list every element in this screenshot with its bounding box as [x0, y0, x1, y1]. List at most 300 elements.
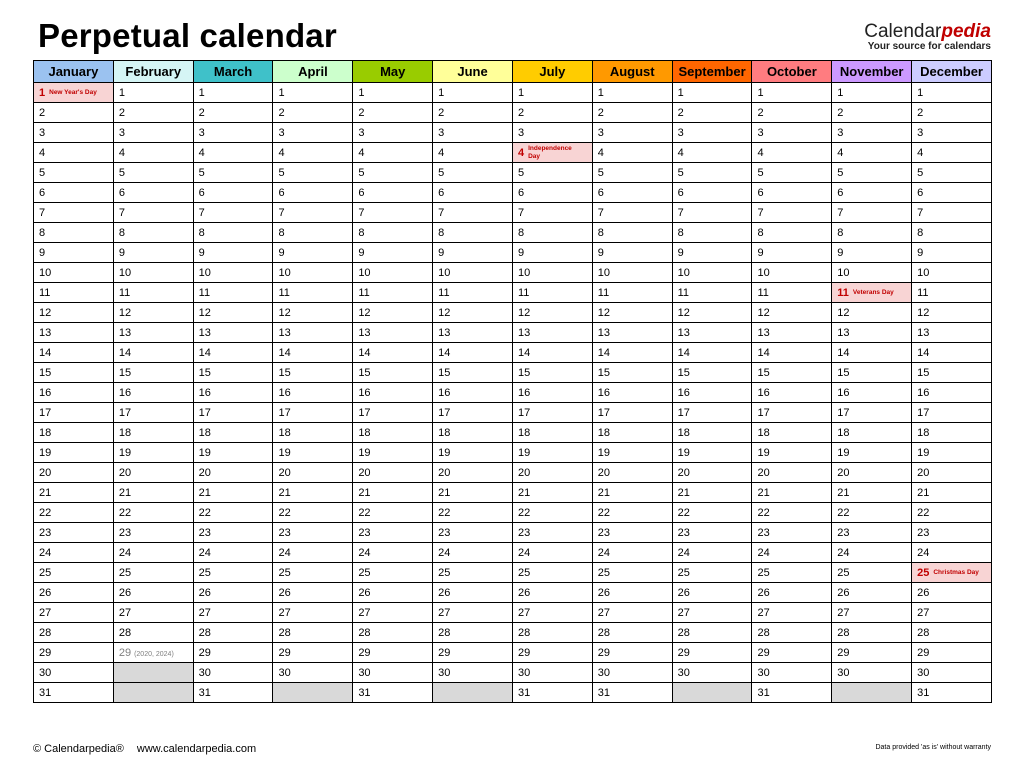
day-cell: 4 [273, 143, 353, 163]
day-cell: 16 [832, 383, 912, 403]
day-cell: 6 [353, 183, 433, 203]
holiday-cell [512, 143, 592, 163]
brand-name [864, 22, 991, 41]
day-cell: 3 [832, 123, 912, 143]
day-cell: 25 [34, 563, 114, 583]
day-cell: 28 [273, 623, 353, 643]
day-cell: 22 [832, 503, 912, 523]
month-header-april: April [273, 61, 353, 83]
day-cell: 8 [433, 223, 513, 243]
day-row-25 [34, 563, 992, 583]
day-cell: 28 [512, 623, 592, 643]
day-cell: 21 [592, 483, 672, 503]
day-cell: 22 [273, 503, 353, 523]
day-cell: 16 [433, 383, 513, 403]
day-cell: 28 [912, 623, 992, 643]
day-cell: 6 [34, 183, 114, 203]
day-cell: 5 [832, 163, 912, 183]
day-cell: 14 [912, 343, 992, 363]
day-cell: 14 [512, 343, 592, 363]
day-cell: 29 [672, 643, 752, 663]
day-cell: 24 [912, 543, 992, 563]
day-cell: 30 [273, 663, 353, 683]
day-cell: 20 [353, 463, 433, 483]
day-cell: 7 [752, 203, 832, 223]
day-cell: 30 [433, 663, 513, 683]
empty-cell [113, 663, 193, 683]
day-cell: 17 [273, 403, 353, 423]
day-cell: 2 [34, 103, 114, 123]
day-cell: 29 [832, 643, 912, 663]
day-cell: 30 [832, 663, 912, 683]
day-cell: 28 [672, 623, 752, 643]
day-cell: 25 [512, 563, 592, 583]
day-cell: 24 [832, 543, 912, 563]
day-cell: 12 [34, 303, 114, 323]
day-cell: 10 [512, 263, 592, 283]
day-cell: 22 [193, 503, 273, 523]
day-cell: 13 [512, 323, 592, 343]
day-cell: 3 [672, 123, 752, 143]
day-cell: 1 [113, 83, 193, 103]
day-cell: 24 [672, 543, 752, 563]
day-cell: 23 [273, 523, 353, 543]
brand-name-part2: pedia [941, 21, 991, 42]
day-cell: 17 [113, 403, 193, 423]
day-cell: 19 [512, 443, 592, 463]
day-cell: 3 [353, 123, 433, 143]
day-cell: 11 [433, 283, 513, 303]
day-cell: 7 [273, 203, 353, 223]
day-cell: 4 [672, 143, 752, 163]
day-cell: 29 [912, 643, 992, 663]
day-cell: 17 [193, 403, 273, 423]
calendar-table [33, 60, 992, 703]
day-cell: 31 [34, 683, 114, 703]
day-cell: 25 [672, 563, 752, 583]
day-cell: 10 [433, 263, 513, 283]
day-cell: 22 [353, 503, 433, 523]
day-cell: 26 [113, 583, 193, 603]
day-cell: 19 [752, 443, 832, 463]
day-row-30 [34, 663, 992, 683]
day-cell: 26 [672, 583, 752, 603]
day-row-4 [34, 143, 992, 163]
month-header-december: December [912, 61, 992, 83]
day-cell: 9 [752, 243, 832, 263]
day-cell: 11 [592, 283, 672, 303]
day-cell: 11 [34, 283, 114, 303]
day-cell: 9 [433, 243, 513, 263]
holiday-name: New Year's Day [49, 88, 97, 96]
day-cell: 4 [193, 143, 273, 163]
day-cell: 11 [113, 283, 193, 303]
empty-cell [113, 683, 193, 703]
day-cell: 26 [832, 583, 912, 603]
day-cell: 13 [912, 323, 992, 343]
brand-tagline: Your source for calendars [867, 41, 991, 52]
day-cell: 20 [433, 463, 513, 483]
month-header-february: February [113, 61, 193, 83]
holiday-name: Christmas Day [933, 568, 979, 576]
day-cell: 14 [832, 343, 912, 363]
day-cell: 9 [34, 243, 114, 263]
day-cell: 8 [912, 223, 992, 243]
day-cell: 23 [113, 523, 193, 543]
day-cell: 8 [273, 223, 353, 243]
day-cell: 7 [34, 203, 114, 223]
day-cell: 25 [433, 563, 513, 583]
day-cell: 26 [512, 583, 592, 603]
day-cell: 17 [752, 403, 832, 423]
day-cell: 5 [273, 163, 353, 183]
day-cell: 11 [752, 283, 832, 303]
day-cell: 2 [752, 103, 832, 123]
day-row-11 [34, 283, 992, 303]
day-cell: 22 [592, 503, 672, 523]
day-cell: 8 [113, 223, 193, 243]
day-row-3 [34, 123, 992, 143]
day-cell: 12 [433, 303, 513, 323]
day-cell: 10 [672, 263, 752, 283]
day-cell: 3 [752, 123, 832, 143]
day-cell: 19 [113, 443, 193, 463]
day-cell: 12 [752, 303, 832, 323]
day-cell: 24 [752, 543, 832, 563]
day-cell: 5 [912, 163, 992, 183]
day-cell: 7 [113, 203, 193, 223]
day-row-10 [34, 263, 992, 283]
day-cell: 12 [353, 303, 433, 323]
day-cell: 15 [672, 363, 752, 383]
day-cell: 29 [592, 643, 672, 663]
day-cell: 17 [433, 403, 513, 423]
day-row-2 [34, 103, 992, 123]
day-cell: 30 [672, 663, 752, 683]
day-cell: 15 [433, 363, 513, 383]
day-cell: 9 [912, 243, 992, 263]
day-cell: 20 [832, 463, 912, 483]
day-cell: 19 [34, 443, 114, 463]
day-row-17 [34, 403, 992, 423]
day-cell: 21 [353, 483, 433, 503]
day-cell: 26 [193, 583, 273, 603]
day-cell: 23 [592, 523, 672, 543]
day-cell: 20 [273, 463, 353, 483]
day-cell: 21 [512, 483, 592, 503]
day-row-22 [34, 503, 992, 523]
day-cell: 10 [912, 263, 992, 283]
day-cell: 21 [193, 483, 273, 503]
day-row-9 [34, 243, 992, 263]
day-cell: 15 [273, 363, 353, 383]
day-cell: 22 [512, 503, 592, 523]
day-cell: 24 [34, 543, 114, 563]
day-cell: 1 [512, 83, 592, 103]
day-cell: 11 [512, 283, 592, 303]
day-cell: 19 [672, 443, 752, 463]
day-cell: 9 [512, 243, 592, 263]
day-cell: 9 [193, 243, 273, 263]
day-row-13 [34, 323, 992, 343]
calendar-body [34, 83, 992, 703]
day-cell: 28 [592, 623, 672, 643]
day-cell: 30 [912, 663, 992, 683]
day-cell: 21 [113, 483, 193, 503]
day-cell: 19 [193, 443, 273, 463]
empty-cell [832, 683, 912, 703]
day-cell: 14 [592, 343, 672, 363]
day-cell: 27 [672, 603, 752, 623]
month-header-september: September [672, 61, 752, 83]
day-cell: 15 [113, 363, 193, 383]
day-cell: 25 [832, 563, 912, 583]
day-cell: 22 [752, 503, 832, 523]
day-cell: 24 [113, 543, 193, 563]
day-cell: 2 [832, 103, 912, 123]
day-cell: 25 [752, 563, 832, 583]
day-cell: 3 [912, 123, 992, 143]
day-cell: 14 [113, 343, 193, 363]
day-cell: 26 [752, 583, 832, 603]
day-cell: 16 [512, 383, 592, 403]
day-cell: 29 [433, 643, 513, 663]
day-cell: 14 [752, 343, 832, 363]
day-cell: 4 [832, 143, 912, 163]
day-cell: 14 [433, 343, 513, 363]
day-cell: 9 [672, 243, 752, 263]
day-cell: 31 [353, 683, 433, 703]
day-cell: 29 [273, 643, 353, 663]
day-cell: 26 [912, 583, 992, 603]
day-cell: 23 [34, 523, 114, 543]
day-cell: 1 [832, 83, 912, 103]
day-cell: 10 [34, 263, 114, 283]
day-cell: 11 [672, 283, 752, 303]
footer-copyright: © Calendarpedia® [33, 743, 124, 755]
day-cell: 4 [34, 143, 114, 163]
day-cell: 30 [752, 663, 832, 683]
day-cell: 28 [193, 623, 273, 643]
day-cell: 2 [592, 103, 672, 123]
day-cell: 2 [273, 103, 353, 123]
day-cell: 10 [752, 263, 832, 283]
day-cell: 9 [353, 243, 433, 263]
day-cell: 6 [832, 183, 912, 203]
day-row-21 [34, 483, 992, 503]
day-cell: 20 [34, 463, 114, 483]
day-cell: 14 [34, 343, 114, 363]
day-cell: 16 [912, 383, 992, 403]
leap-day-cell [113, 643, 193, 663]
day-cell: 5 [113, 163, 193, 183]
day-cell: 30 [353, 663, 433, 683]
day-cell: 21 [912, 483, 992, 503]
day-cell: 10 [193, 263, 273, 283]
day-cell: 5 [752, 163, 832, 183]
day-cell: 9 [113, 243, 193, 263]
day-cell: 2 [433, 103, 513, 123]
day-cell: 21 [433, 483, 513, 503]
day-cell: 27 [193, 603, 273, 623]
day-cell: 29 [353, 643, 433, 663]
day-row-20 [34, 463, 992, 483]
day-row-27 [34, 603, 992, 623]
day-cell: 2 [193, 103, 273, 123]
day-cell: 14 [273, 343, 353, 363]
day-cell: 22 [113, 503, 193, 523]
day-row-18 [34, 423, 992, 443]
day-cell: 18 [752, 423, 832, 443]
day-cell: 15 [193, 363, 273, 383]
day-cell: 15 [34, 363, 114, 383]
empty-cell [672, 683, 752, 703]
day-cell: 18 [273, 423, 353, 443]
day-cell: 7 [912, 203, 992, 223]
day-number: 11 [837, 286, 849, 299]
holiday-cell [34, 83, 114, 103]
day-row-6 [34, 183, 992, 203]
day-cell: 21 [672, 483, 752, 503]
day-cell: 23 [752, 523, 832, 543]
day-cell: 27 [832, 603, 912, 623]
day-cell: 1 [433, 83, 513, 103]
day-cell: 16 [752, 383, 832, 403]
day-cell: 6 [113, 183, 193, 203]
day-cell: 12 [113, 303, 193, 323]
day-cell: 12 [912, 303, 992, 323]
empty-cell [433, 683, 513, 703]
day-cell: 13 [832, 323, 912, 343]
empty-cell [273, 683, 353, 703]
day-cell: 22 [912, 503, 992, 523]
day-cell: 25 [592, 563, 672, 583]
day-cell: 11 [912, 283, 992, 303]
day-cell: 23 [912, 523, 992, 543]
day-cell: 21 [832, 483, 912, 503]
day-number: 29 [118, 646, 132, 659]
day-cell: 13 [273, 323, 353, 343]
day-cell: 15 [832, 363, 912, 383]
day-cell: 7 [832, 203, 912, 223]
holiday-name: Independence Day [528, 144, 572, 160]
day-cell: 10 [592, 263, 672, 283]
day-cell: 19 [353, 443, 433, 463]
day-cell: 28 [34, 623, 114, 643]
day-cell: 5 [34, 163, 114, 183]
month-header-october: October [752, 61, 832, 83]
day-cell: 16 [193, 383, 273, 403]
day-cell: 8 [752, 223, 832, 243]
day-cell: 27 [912, 603, 992, 623]
footer-website-link[interactable]: www.calendarpedia.com [136, 743, 257, 755]
holiday-cell [912, 563, 992, 583]
month-header-november: November [832, 61, 912, 83]
day-cell: 27 [512, 603, 592, 623]
day-cell: 4 [912, 143, 992, 163]
brand-logo [864, 22, 991, 52]
day-cell: 22 [433, 503, 513, 523]
day-cell: 18 [512, 423, 592, 443]
day-cell: 19 [273, 443, 353, 463]
day-cell: 20 [193, 463, 273, 483]
day-cell: 18 [672, 423, 752, 443]
day-cell: 1 [672, 83, 752, 103]
day-cell: 20 [512, 463, 592, 483]
day-cell: 31 [592, 683, 672, 703]
day-cell: 29 [193, 643, 273, 663]
day-cell: 6 [672, 183, 752, 203]
day-cell: 7 [353, 203, 433, 223]
day-cell: 30 [592, 663, 672, 683]
day-cell: 19 [592, 443, 672, 463]
day-cell: 19 [433, 443, 513, 463]
day-cell: 28 [113, 623, 193, 643]
day-cell: 28 [433, 623, 513, 643]
day-cell: 15 [512, 363, 592, 383]
day-row-29 [34, 643, 992, 663]
day-row-26 [34, 583, 992, 603]
day-cell: 17 [34, 403, 114, 423]
day-cell: 28 [353, 623, 433, 643]
day-cell: 19 [832, 443, 912, 463]
day-cell: 10 [353, 263, 433, 283]
month-header-july: July [512, 61, 592, 83]
day-cell: 15 [592, 363, 672, 383]
day-cell: 5 [193, 163, 273, 183]
day-cell: 16 [34, 383, 114, 403]
day-cell: 20 [672, 463, 752, 483]
day-cell: 6 [512, 183, 592, 203]
day-cell: 31 [912, 683, 992, 703]
day-cell: 25 [113, 563, 193, 583]
footer-left [33, 743, 266, 755]
day-cell: 2 [353, 103, 433, 123]
day-cell: 20 [752, 463, 832, 483]
day-cell: 20 [912, 463, 992, 483]
day-cell: 7 [672, 203, 752, 223]
day-cell: 8 [592, 223, 672, 243]
footer-disclaimer: Data provided 'as is' without warranty [875, 744, 991, 751]
day-cell: 16 [113, 383, 193, 403]
day-cell: 29 [512, 643, 592, 663]
day-cell: 6 [912, 183, 992, 203]
day-cell: 23 [672, 523, 752, 543]
day-cell: 25 [193, 563, 273, 583]
day-cell: 18 [353, 423, 433, 443]
day-cell: 7 [512, 203, 592, 223]
day-cell: 1 [193, 83, 273, 103]
day-cell: 17 [832, 403, 912, 423]
day-cell: 8 [193, 223, 273, 243]
day-cell: 27 [592, 603, 672, 623]
day-cell: 12 [193, 303, 273, 323]
day-row-31 [34, 683, 992, 703]
day-cell: 4 [113, 143, 193, 163]
day-cell: 11 [273, 283, 353, 303]
day-cell: 4 [353, 143, 433, 163]
month-header-march: March [193, 61, 273, 83]
day-cell: 26 [433, 583, 513, 603]
day-cell: 23 [832, 523, 912, 543]
day-cell: 27 [353, 603, 433, 623]
day-cell: 13 [34, 323, 114, 343]
day-cell: 20 [592, 463, 672, 483]
day-cell: 5 [433, 163, 513, 183]
day-cell: 24 [512, 543, 592, 563]
day-cell: 13 [433, 323, 513, 343]
day-cell: 5 [672, 163, 752, 183]
